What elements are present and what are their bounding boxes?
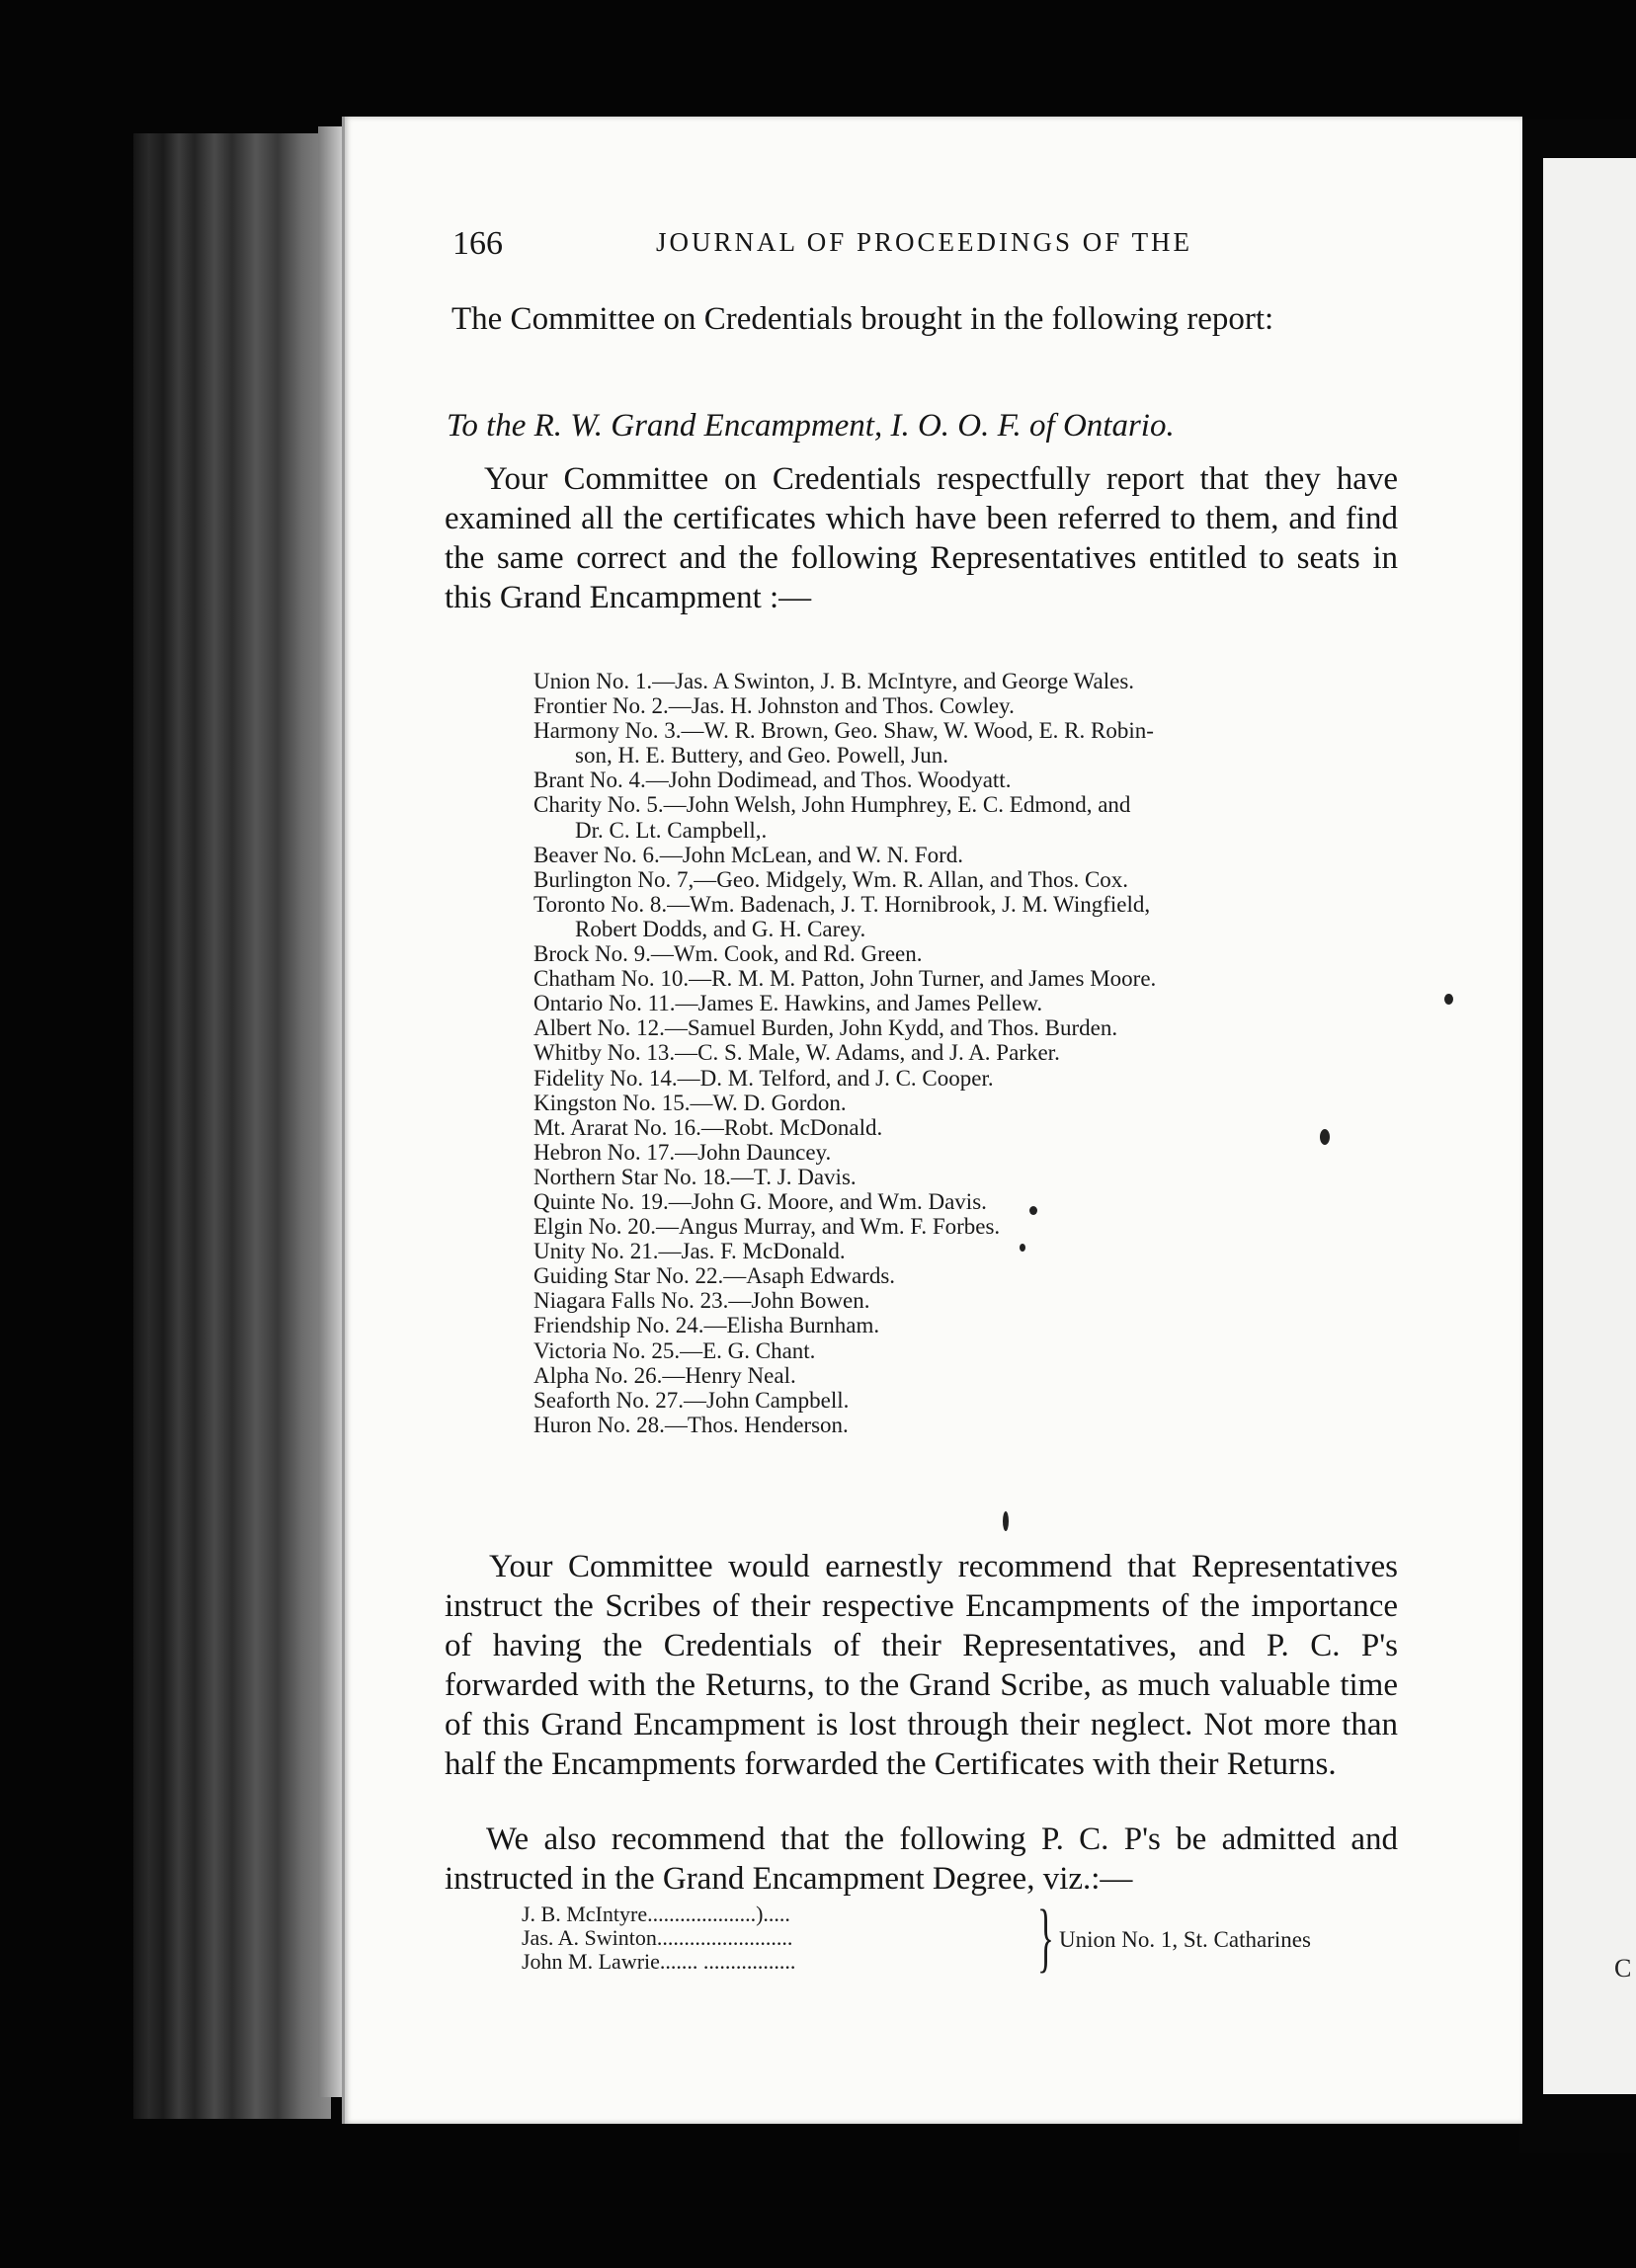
facing-page-edge	[1543, 158, 1636, 2094]
pcp-leader: ....................).....	[647, 1902, 790, 1926]
speck	[1003, 1511, 1009, 1531]
running-head: JOURNAL OF PROCEEDINGS OF THE	[656, 227, 1193, 257]
pcp-list	[522, 1903, 795, 1974]
representative-line: Union No. 1.—Jas. A Swinton, J. B. McIntyre, and George Wales.	[533, 669, 1135, 693]
representative-line: Alpha No. 26.—Henry Neal.	[533, 1362, 796, 1388]
representative-line: Beaver No. 6.—John McLean, and W. N. Ford.	[533, 842, 964, 867]
representative-line: Seaforth No. 27.—John Campbell.	[533, 1387, 850, 1413]
pcp-row	[522, 1950, 795, 1974]
representative-line: Ontario No. 11.—James E. Hawkins, and James Pellew.	[533, 991, 1043, 1016]
pcp-leader: .........................	[656, 1925, 793, 1950]
report-admission: We also recommend that the following P. C. P's be admitted and instructed in the Grand Encampment Degree, viz.:—	[445, 1822, 1398, 1897]
representative-line: Hebron No. 17.—John Dauncey.	[533, 1139, 832, 1165]
representative-line: Unity No. 21.—Jas. F. McDonald.	[533, 1239, 846, 1264]
speck	[1029, 1206, 1037, 1215]
book-spine	[133, 133, 331, 2119]
pcp-row	[522, 1903, 795, 1926]
speck	[1320, 1129, 1330, 1145]
representative-line: Harmony No. 3.—W. R. Brown, Geo. Shaw, W. Wood, E. R. Robin-	[533, 718, 1154, 744]
report-opening: Your Committee on Credentials respectfully report that they have examined all the certificates which have been referred to them, and find the same correct and the following Representatives entitled to seats in this Grand Encampment :—	[445, 461, 1398, 615]
representative-line: Niagara Falls No. 23.—John Bowen.	[533, 1288, 870, 1314]
speck	[1020, 1244, 1025, 1252]
representative-line: Burlington No. 7,—Geo. Midgely, Wm. R. Allan, and Thos. Cox.	[533, 866, 1129, 892]
pcp-name: J. B. McIntyre	[522, 1902, 648, 1926]
representative-line: Charity No. 5.—John Welsh, John Humphrey, E. C. Edmond, and	[533, 792, 1131, 818]
representative-line: Brant No. 4.—John Dodimead, and Thos. Woodyatt.	[533, 768, 1012, 793]
pcp-name: John M. Lawrie	[522, 1949, 660, 1974]
representative-line: Mt. Ararat No. 16.—Robt. McDonald.	[533, 1114, 883, 1140]
pcp-row	[522, 1926, 795, 1950]
report-intro: The Committee on Credentials brought in the following report:	[451, 301, 1274, 337]
representative-line: Chatham No. 10.—R. M. M. Patton, John Turner, and James Moore.	[533, 966, 1157, 992]
representative-line: Fidelity No. 14.—D. M. Telford, and J. C. Cooper.	[533, 1065, 994, 1091]
representative-line: Elgin No. 20.—Angus Murray, and Wm. F. Forbes.	[533, 1214, 1001, 1240]
representative-line: Toronto No. 8.—Wm. Badenach, J. T. Hornibrook, J. M. Wingfield,	[533, 891, 1151, 917]
representative-line: Friendship No. 24.—Elisha Burnham.	[533, 1313, 880, 1338]
pcp-lodge: Union No. 1, St. Catharines	[1059, 1927, 1311, 1952]
representative-line: son, H. E. Buttery, and Geo. Powell, Jun.	[575, 743, 948, 769]
representatives-list	[533, 669, 1398, 1437]
page-number: 166	[452, 225, 503, 262]
representative-line: Whitby No. 13.—C. S. Male, W. Adams, and J. A. Parker.	[533, 1040, 1060, 1066]
representative-line: Guiding Star No. 22.—Asaph Edwards.	[533, 1263, 896, 1289]
representative-line: Dr. C. Lt. Campbell,.	[575, 817, 768, 843]
representative-line: Albert No. 12.—Samuel Burden, John Kydd, and Thos. Burden.	[533, 1015, 1118, 1041]
speck	[1444, 994, 1453, 1005]
representative-line: Victoria No. 25.—E. G. Chant.	[533, 1337, 816, 1363]
representative-line: Kingston No. 15.—W. D. Gordon.	[533, 1090, 847, 1115]
representative-line: Frontier No. 2.—Jas. H. Johnston and Thos. Cowley.	[533, 693, 1015, 719]
representative-line: Brock No. 9.—Wm. Cook, and Rd. Green.	[533, 941, 923, 967]
facing-page-fragment: C	[1614, 1954, 1632, 1983]
representative-line: Quinte No. 19.—John G. Moore, and Wm. Davis.	[533, 1188, 987, 1214]
representative-line: Northern Star No. 18.—T. J. Davis.	[533, 1164, 857, 1189]
brace-icon: }	[1037, 1894, 1054, 1980]
representative-line: Robert Dodds, and G. H. Carey.	[575, 916, 866, 941]
report-recommendation: Your Committee would earnestly recommend that Representatives instruct the Scribes of their respective Encampments of the importance of having the Credentials of their Representatives, and P. C. P's forwarded with the Returns, to the Grand Scribe, as much valuable time of this Grand Encampment is lost through their neglect. Not more than half the Encampments forwarded the Certificates with their Returns.	[445, 1549, 1398, 1782]
pcp-name: Jas. A. Swinton	[522, 1925, 657, 1950]
representative-line: Huron No. 28.—Thos. Henderson.	[533, 1412, 849, 1437]
pcp-leader: ....... .................	[659, 1949, 796, 1974]
report-address: To the R. W. Grand Encampment, I. O. O. F. of Ontario.	[447, 408, 1175, 444]
